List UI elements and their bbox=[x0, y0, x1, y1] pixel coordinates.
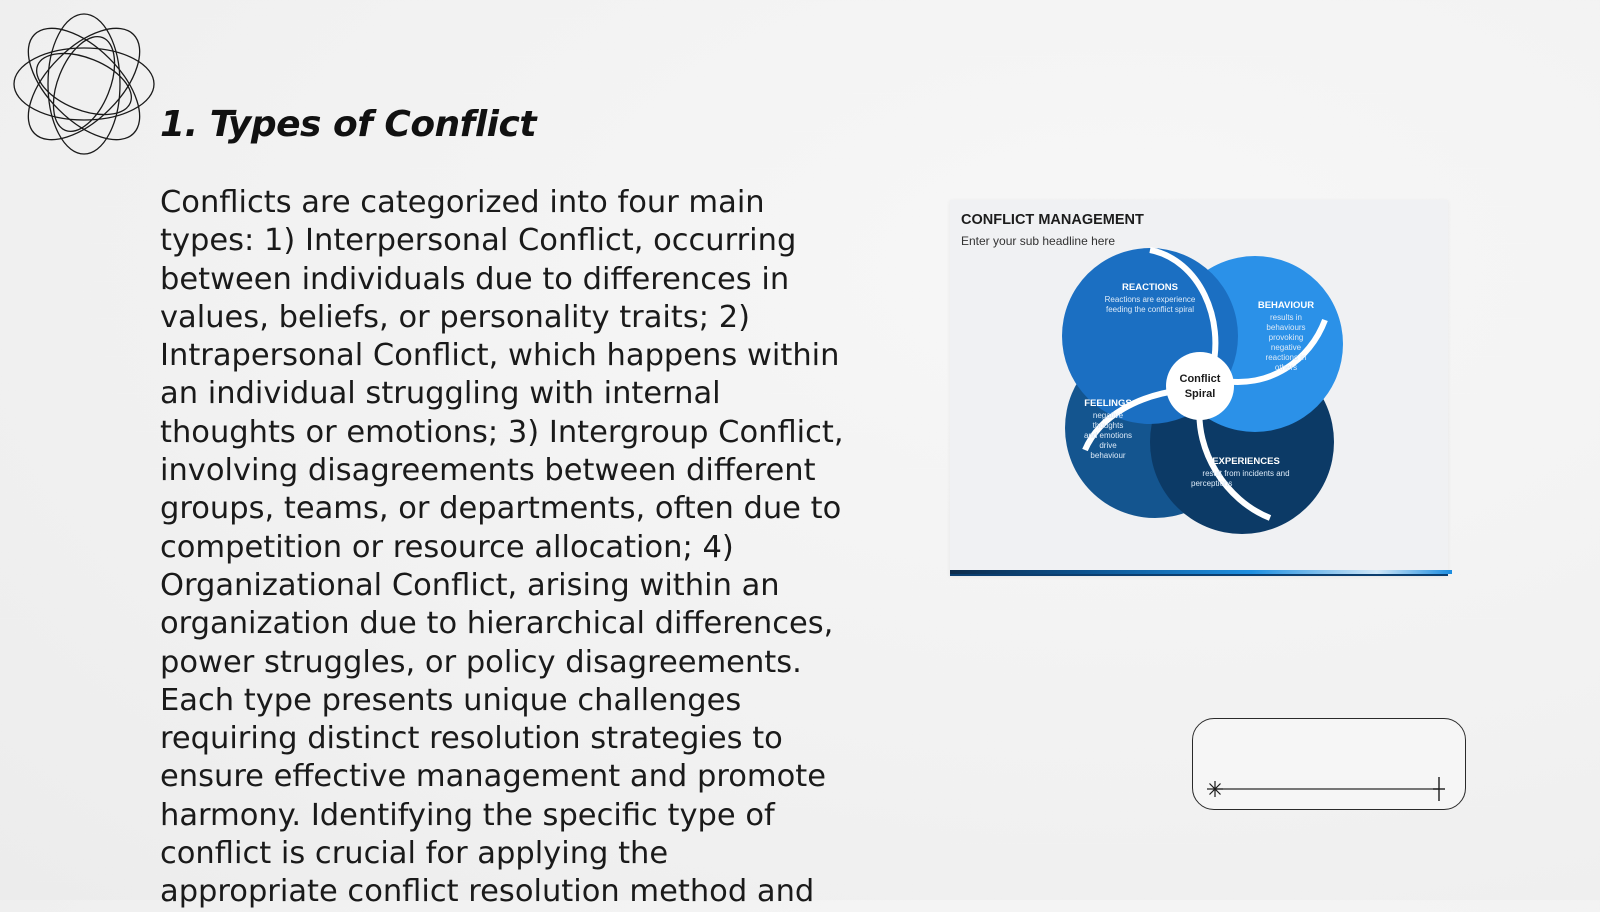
segment-behaviour-desc: others bbox=[1274, 363, 1298, 372]
segment-feelings-desc: drive bbox=[1099, 441, 1117, 450]
segment-behaviour-desc: results in bbox=[1269, 313, 1303, 322]
decorative-rounded-frame bbox=[1192, 718, 1466, 810]
segment-behaviour-desc: reactions in bbox=[1265, 353, 1307, 362]
segment-feelings-title: FEELINGS bbox=[1084, 398, 1132, 409]
segment-reactions-title: REACTIONS bbox=[1122, 282, 1178, 293]
diagram-title: CONFLICT MANAGEMENT bbox=[961, 212, 1144, 228]
slide-title: 1. Types of Conflict bbox=[160, 104, 537, 145]
conflict-spiral-diagram bbox=[950, 200, 1448, 572]
segment-experiences-desc: perceptions bbox=[1191, 479, 1233, 488]
segment-behaviour-desc: provoking bbox=[1268, 333, 1304, 342]
center-label-line2: Spiral bbox=[1184, 388, 1216, 400]
cross-star-icon bbox=[1433, 777, 1445, 801]
orbital-rings-logo bbox=[10, 10, 158, 158]
segment-feelings-desc: thoughts bbox=[1092, 421, 1124, 430]
segment-experiences-title: EXPERIENCES bbox=[1212, 456, 1280, 467]
segment-behaviour-desc: behaviours bbox=[1266, 323, 1306, 332]
center-label-line1: Conflict bbox=[1179, 373, 1221, 385]
sparkle-icon bbox=[1207, 781, 1223, 797]
segment-feelings-desc: behaviour bbox=[1090, 451, 1126, 460]
segment-feelings-desc: and emotions bbox=[1083, 431, 1133, 440]
segment-behaviour-title: BEHAVIOUR bbox=[1257, 300, 1315, 311]
segment-reactions-desc: Reactions are experience bbox=[1104, 295, 1196, 304]
segment-reactions-desc: feeding the conflict spiral bbox=[1105, 305, 1195, 314]
segment-behaviour-desc: negative bbox=[1270, 343, 1302, 352]
star-line-ornament bbox=[1193, 719, 1465, 809]
card-accent-bar bbox=[950, 570, 1452, 574]
conflict-management-card bbox=[950, 200, 1448, 576]
slide-body-text: Conflicts are categorized into four main types: 1) Interpersonal Conflict, occurring between individuals due to differences in values, beliefs, or personality traits; 2) Intrapersonal Conflict, which happens within an individual struggling with internal thoughts or emotions; 3) Intergroup Conflict, involving disagreements between different groups, teams, or departments, often due to competition or resource allocation; 4) Organizational Conflict, arising within an organization due to hierarchical differences, power struggles, or policy disagreements. Each type presents unique challenges requiring distinct resolution strategies to ensure effective management and promote harmony. Identifying the specific type of conflict is crucial for applying the appropriate conflict resolution method and bbox=[160, 185, 844, 910]
segment-feelings-desc: negative bbox=[1092, 411, 1124, 420]
segment-experiences-desc: result from incidents and bbox=[1202, 469, 1290, 478]
diagram-subtitle: Enter your sub headline here bbox=[961, 234, 1116, 248]
